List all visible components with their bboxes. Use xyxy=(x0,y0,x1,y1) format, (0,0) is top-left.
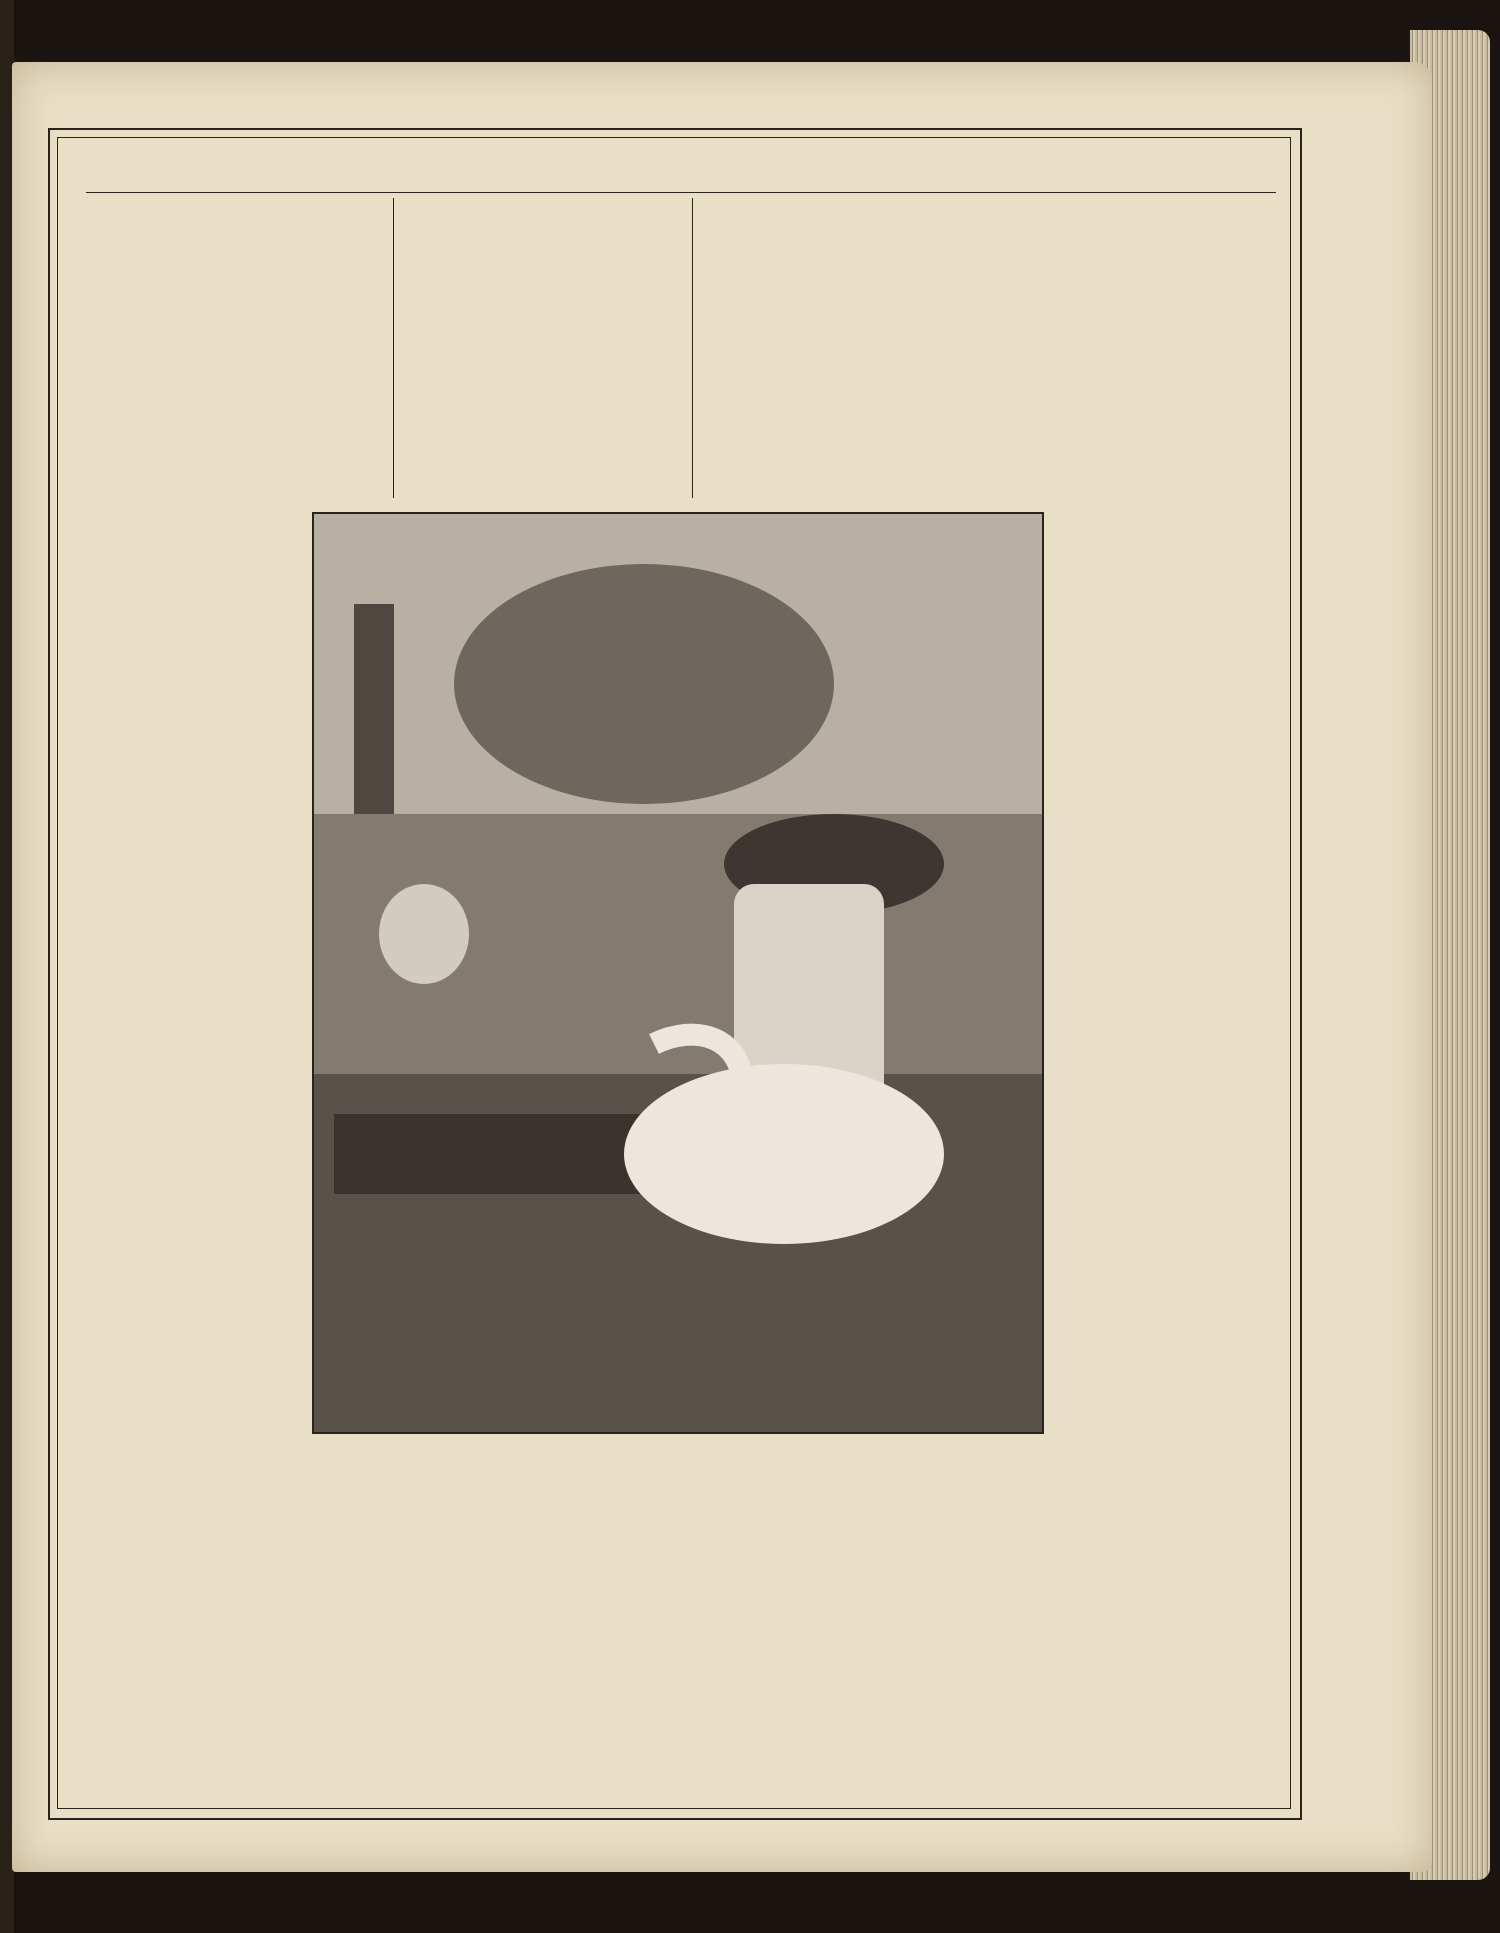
column-rule xyxy=(692,198,693,498)
column-rule xyxy=(393,198,394,498)
swan-scene-icon xyxy=(314,514,1042,1432)
engraving-illustration xyxy=(312,512,1044,1434)
header-rule xyxy=(86,192,1276,193)
